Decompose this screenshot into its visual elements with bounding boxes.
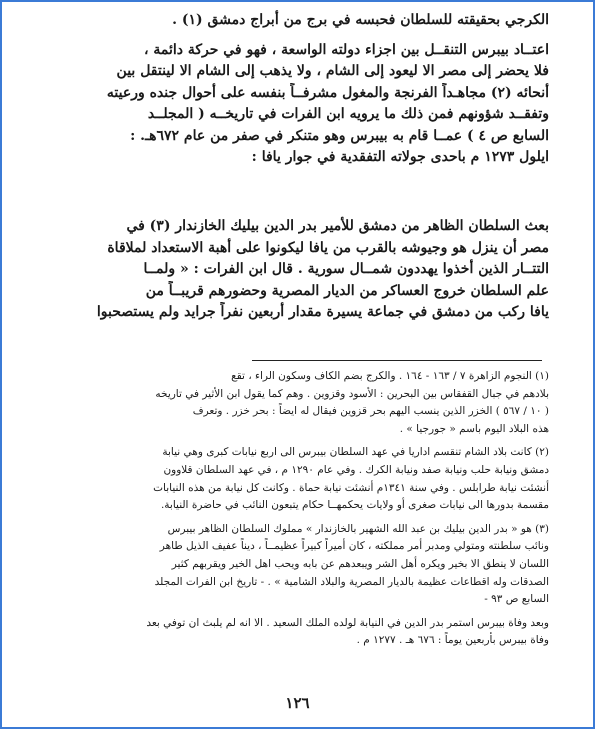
text-line: فلا يحضر إلى مصر الا ليعود إلى الشام ، ولا يذهب إلى الشام الا لينتقل بين [116, 63, 549, 79]
footnote-line: دمشق ونيابة حلب ونيابة صفد ونيابة الكرك . وفي عام ١٢٩٠ م ، في عهد السلطان قلاوون [163, 463, 549, 476]
text-line: التتــار الذين أخذوا يهددون شمــال سورية . قال ابن الفرات : « ولمــا [143, 261, 549, 277]
footnote-line: مقسمة بدورها الى نيابات صغرى أو ولايات يحكمهــا حكام يتبعون النائب في حاضرة النيابة. [160, 499, 549, 512]
footnote-line: أنشئت نيابة طرابلس . وفي سنة ١٣٤١م أنشئت نيابة حماة . وكانت كل نيابة من هذه النيابات [153, 481, 549, 494]
text-line: مصر أن ينزل هو وجيوشه بالقرب من يافا ليكونوا على أهبة الاستعداد لملاقاة [107, 239, 549, 256]
text-line: أنحائه (٢) مجاهـداً الفرنجة والمغول مشرفــاً بنفسه على أحوال جنده ورعيته [106, 84, 549, 101]
text-line: السابع ص ٤ ) عمــا قام به بيبرس وهو متنكر في صفر من عام ٦٧٢هـ. : [130, 127, 549, 144]
text-line: اعتــاد بيبرس التنقــل بين اجزاء دولته الواسعة ، فهو في حركة دائمة ، [143, 41, 549, 58]
text-line: علم السلطان خروج العساكر من الديار المصرية وحضورهم قريبــاً من [145, 282, 549, 299]
footnote-line: بلادهم في جبال القفقاس بين البحرين : الأسود وقزوين . وهم كما يقول ابن الأثير في تاريخه [155, 387, 549, 400]
footnotes-block [56, 368, 549, 650]
footnote-line: (١) النجوم الزاهرة ٧ / ١٦٣ - ١٦٤ . والكرج بضم الكاف وسكون الراء ، تقع [231, 370, 549, 382]
footnote-line: (٢) كانت بلاد الشام تنقسم اداريا في عهد السلطان بيبرس الى اربع نيابات كبرى وهي نيابة [162, 446, 549, 459]
text-line: ايلول ١٢٧٣ م باحدى جولاته التفقدية في جوار يافا : [251, 149, 549, 165]
footnote-line: هذه البلاد اليوم باسم « جورجيا » . [399, 422, 549, 435]
text-line: وتفقــد شؤونهم فمن ذلك ما يرويه ابن الفرات في تاريخــه ( المجلــد [147, 106, 549, 122]
text-line: يافا ركب من دمشق في جماعة يسيرة مقدار أربعين نفراً جرايد ولم يستصحبوا [96, 304, 549, 320]
footnote-line: ( ١٠ / ٥٦٧ ) الخزر الذين ينسب اليهم بحر قزوين فيقال له ايضاً : بحر خزر . وتعرف [192, 405, 549, 418]
main-text-block-2 [56, 216, 549, 324]
footnote-line: ونائب سلطنته ومتولي ومدبر أمر مملكته ، كان أميراً كبيراً عظيمــاً ، ديناً عفيف الذيل طاهر [159, 540, 549, 553]
main-text-block-1 [56, 10, 549, 169]
text-line: الكرجي بحقيقته للسلطان فحبسه في برج من أبراج دمشق (١) . [172, 12, 549, 28]
footnote-divider [252, 360, 542, 361]
footnote-line: وبعد وفاة بيبرس استمر بدر الدين في النيابة لولده الملك السعيد . الا انه لم يلبث ان توفي بعد [146, 616, 549, 629]
footnote-line: وفاة بيبرس بأربعين يوماً : ٦٧٦ هـ . ١٢٧٧ م . [356, 634, 549, 647]
text-line: بعث السلطان الظاهر من دمشق للأمير بدر الدين بيليك الخازندار (٣) في [126, 218, 549, 234]
page-number: ١٢٦ [285, 694, 310, 712]
footnote-line: اللسان لا ينطق الا بخير ويكره أهل الشر ويبعدهم عن بابه ويحب اهل الخير ويقربهم كثير [171, 557, 549, 570]
footnote-line: (٣) هو « بدر الدين بيليك بن عبد الله الشهير بالخازندار » مملوك السلطان الظاهر بيبرس [167, 522, 549, 535]
footnote-line: الصدقات وله اقطاعات عظيمة بالديار المصرية والبلاد الشامية » . - تاريخ ابن الفرات المجلد [154, 575, 549, 588]
footnote-line: السابع ص ٩٣ - [484, 593, 549, 606]
